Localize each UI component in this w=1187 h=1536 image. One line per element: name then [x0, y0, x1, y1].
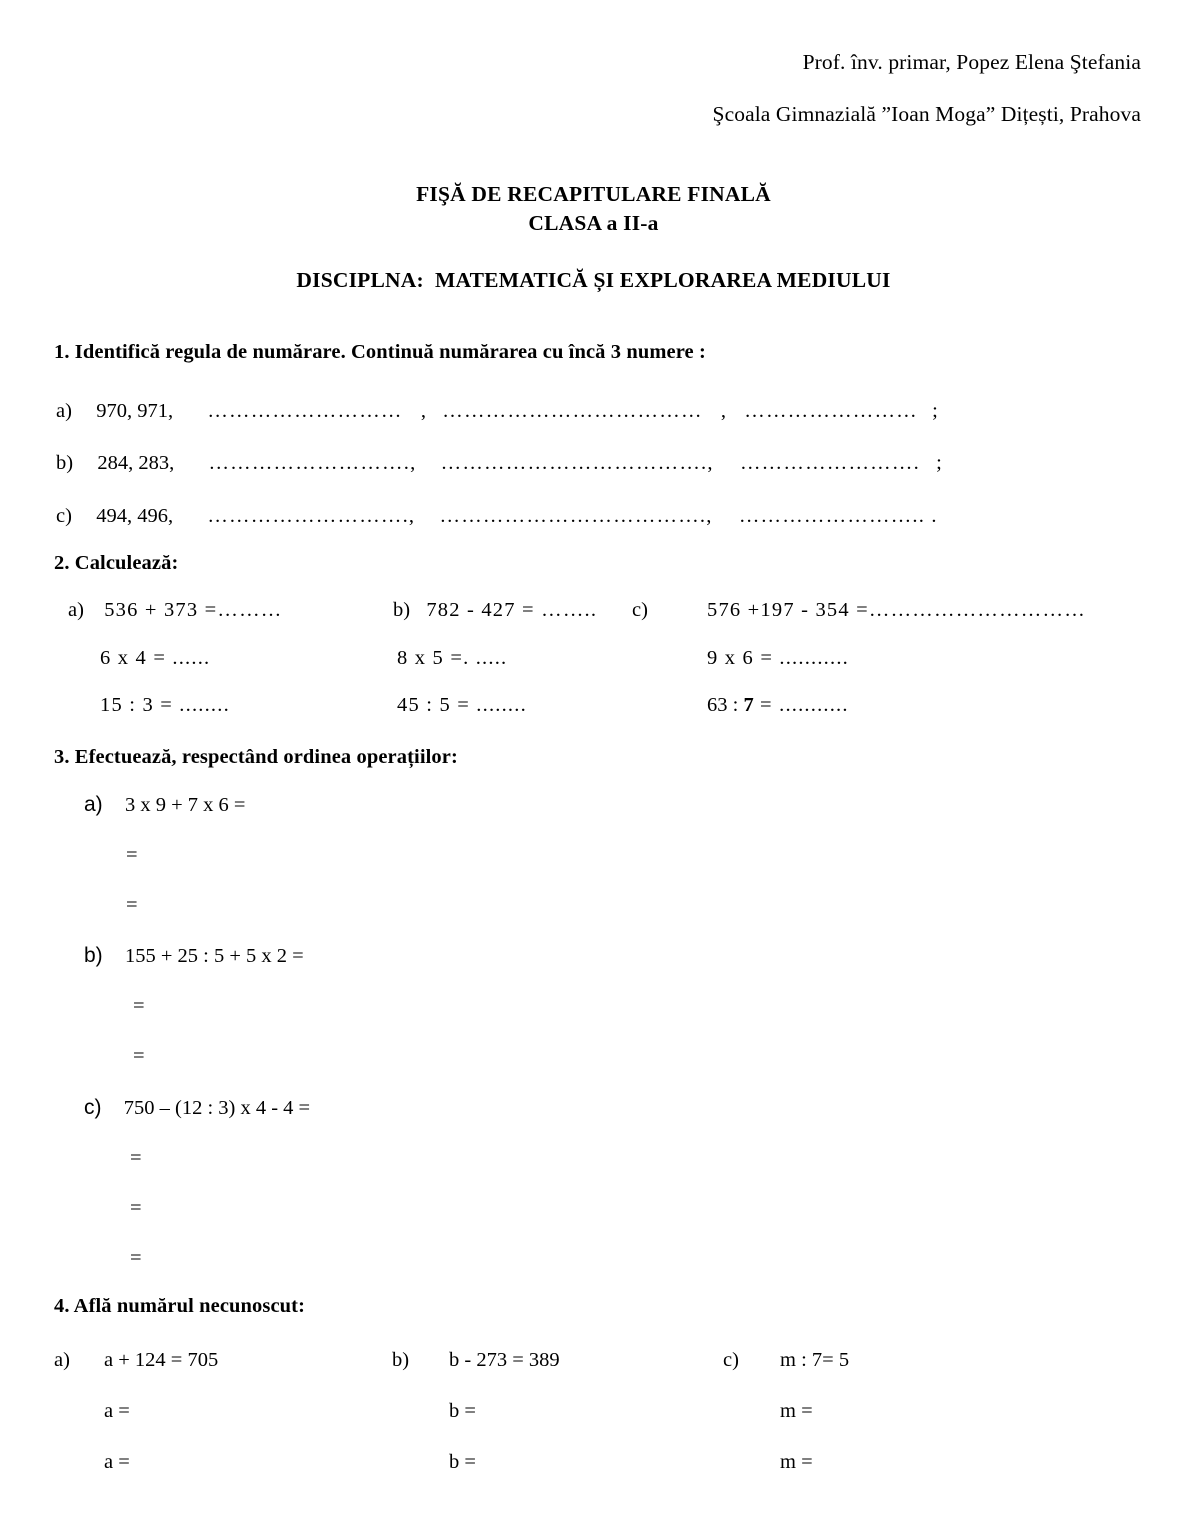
ex3-label-a: a)	[84, 793, 103, 816]
exercise-2-heading: 2. Calculează:	[54, 552, 179, 574]
exercise-3-item-c	[84, 1096, 310, 1120]
row1-label-b: b)	[393, 599, 411, 621]
ex4-answer-c-line2[interactable]: m =	[780, 1451, 813, 1473]
row2-expr-b[interactable]: 8 x 5 =. .....	[397, 647, 508, 669]
row1-label-a: a)	[68, 599, 84, 621]
answer-blank-b1[interactable]: ……………………….,	[208, 452, 417, 474]
ex3-b-work-line-2[interactable]: =	[133, 1045, 145, 1067]
row1-label-c: c)	[632, 599, 648, 621]
ex3-a-work-line-1[interactable]: =	[126, 844, 138, 866]
answer-blank-b2[interactable]: ……………………………….,	[440, 452, 714, 474]
item-label-b: b)	[56, 452, 74, 474]
ex3-a-work-line-2[interactable]: =	[126, 894, 138, 916]
ex3-b-work-line-1[interactable]: =	[133, 995, 145, 1017]
answer-blank-c1[interactable]: ……………………….,	[207, 505, 416, 527]
row3-expr-c-pre: 63 :	[707, 694, 744, 716]
exercise-1-item-c	[56, 505, 938, 528]
ex3-label-c: c)	[84, 1096, 102, 1119]
exercise-3-item-b	[84, 944, 304, 968]
page-title-line1: FIŞĂ DE RECAPITULARE FINALĂ	[416, 182, 771, 206]
exercise-2-row2-col-b[interactable]	[397, 647, 507, 670]
line-end-a: ;	[932, 400, 938, 422]
exercise-1-item-b	[56, 452, 942, 475]
row3-expr-c-divisor: 7	[743, 694, 754, 716]
answer-blank-c2[interactable]: ……………………………….,	[439, 505, 713, 527]
exercise-1-item-a	[56, 400, 938, 423]
ex4-answer-b-line1[interactable]: b =	[449, 1400, 476, 1422]
ex4-label-b: b)	[392, 1349, 410, 1371]
answer-blank-a3[interactable]: ……………………	[744, 400, 918, 422]
ex3-expr-a: 3 x 9 + 7 x 6 =	[124, 794, 246, 816]
exercise-3-item-a	[84, 793, 245, 817]
ex4-equation-a: a + 124 = 705	[104, 1349, 219, 1371]
ex3-c-work-line-3[interactable]: =	[130, 1247, 142, 1269]
row2-expr-c[interactable]: 9 x 6 = ...........	[707, 647, 849, 669]
item-label-c: c)	[56, 505, 72, 527]
blank-separator-a2: ,	[720, 400, 727, 422]
page-title-line2: CLASA a II-a	[528, 211, 659, 236]
row3-expr-a[interactable]: 15 : 3 = ........	[100, 694, 230, 716]
ex3-expr-c: 750 – (12 : 3) x 4 - 4 =	[123, 1097, 311, 1119]
document-header	[0, 52, 1141, 125]
exercise-2-row1-col-b	[393, 599, 597, 622]
row3-expr-c-post[interactable]: = ...........	[753, 694, 849, 716]
exercise-2-row2-col-a[interactable]	[100, 647, 210, 670]
item-numbers-b: 284, 283,	[97, 452, 175, 474]
exercise-2-row1-col-c	[707, 599, 1086, 622]
exercise-2-row2-col-c[interactable]	[707, 647, 849, 670]
ex4-answer-c-line1[interactable]: m =	[780, 1400, 813, 1422]
ex4-answer-a-line1[interactable]: a =	[104, 1400, 130, 1422]
ex3-c-work-line-1[interactable]: =	[130, 1147, 142, 1169]
subject-line	[0, 268, 1187, 293]
document-title-block	[0, 180, 1187, 293]
exercise-1-heading: 1. Identifică regula de numărare. Continuă numărarea cu încă 3 numere :	[54, 341, 706, 363]
exercise-2-row3-col-c[interactable]	[707, 694, 849, 717]
ex4-equation-b: b - 273 = 389	[449, 1349, 560, 1371]
ex4-equation-c: m : 7= 5	[780, 1349, 850, 1371]
item-label-a: a)	[56, 400, 72, 422]
row1-expr-a[interactable]: 536 + 373 =………	[104, 599, 283, 621]
line-end-b: ;	[936, 452, 942, 474]
exercise-2-row1-col-a	[68, 599, 283, 622]
ex3-c-work-line-2[interactable]: =	[130, 1197, 142, 1219]
answer-blank-c3[interactable]: …………………….. .	[738, 505, 938, 527]
answer-blank-a2[interactable]: ………………………………	[442, 400, 703, 422]
subject-separator: :	[416, 268, 424, 293]
row1-expr-c[interactable]: 576 +197 - 354 =…………………………	[707, 599, 1086, 621]
ex4-label-a: a)	[54, 1349, 70, 1371]
item-numbers-c: 494, 496,	[96, 505, 174, 527]
ex3-label-b: b)	[84, 944, 103, 967]
subject-value: MATEMATICĂ ȘI EXPLORAREA MEDIULUI	[435, 268, 891, 293]
ex4-label-c: c)	[723, 1349, 739, 1371]
exercise-4-heading: 4. Află numărul necunoscut:	[54, 1295, 306, 1317]
answer-blank-b3[interactable]: …………………….	[739, 452, 920, 474]
ex4-answer-b-line2[interactable]: b =	[449, 1451, 476, 1473]
ex3-expr-b: 155 + 25 : 5 + 5 x 2 =	[124, 945, 304, 967]
answer-blank-a1[interactable]: ………………………	[207, 400, 403, 422]
ex4-answer-a-line2[interactable]: a =	[104, 1451, 130, 1473]
subject-label: DISCIPLNA	[296, 268, 417, 293]
school-name-line: Şcoala Gimnazială ”Ioan Moga” Dițești, Prahova	[712, 101, 1141, 126]
exercise-3-heading: 3. Efectuează, respectând ordinea operațiilor:	[54, 746, 458, 768]
row1-expr-b[interactable]: 782 - 427 = ……..	[426, 599, 598, 621]
exercise-2-row1-label-c	[632, 599, 648, 622]
exercise-2-row3-col-a[interactable]	[100, 694, 230, 717]
item-numbers-a: 970, 971,	[96, 400, 174, 422]
row3-expr-b[interactable]: 45 : 5 = ........	[397, 694, 527, 716]
blank-separator-a1: ,	[420, 400, 426, 422]
teacher-name-line: Prof. înv. primar, Popez Elena Ştefania	[802, 50, 1141, 74]
row2-expr-a[interactable]: 6 x 4 = ......	[100, 647, 211, 669]
exercise-2-row3-col-b[interactable]	[397, 694, 527, 717]
